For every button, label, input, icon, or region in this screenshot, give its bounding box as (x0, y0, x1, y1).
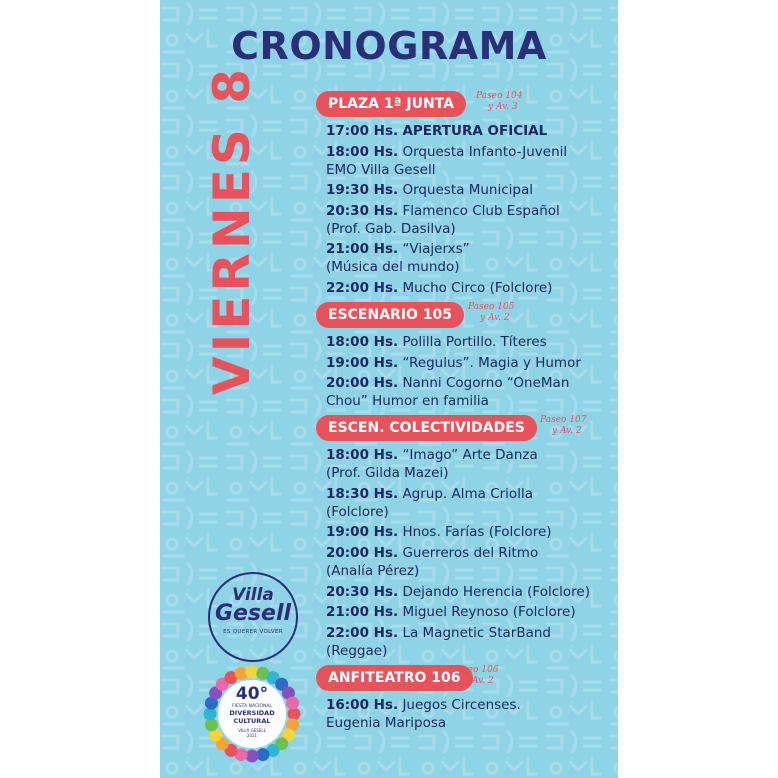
event-detail: (Analía Pérez) (326, 562, 420, 579)
event-title: Dejando Herencia (Folclore) (402, 583, 590, 600)
villa-gesell-logo (208, 572, 298, 662)
festival-badge (202, 664, 302, 764)
event-title: Juegos Circenses. (402, 696, 521, 713)
event-time: 21:00 Hs. (326, 241, 399, 258)
schedule-item (326, 446, 616, 482)
event-title: La Magnetic StarBand (402, 624, 551, 641)
venue-name-pill: ANFITEATRO 106 (316, 665, 473, 691)
event-time: 21:00 Hs. (326, 604, 399, 621)
logo-line-2: Gesell (214, 601, 292, 626)
logo-line-1: Villa (232, 585, 274, 605)
schedule-item (326, 523, 616, 541)
schedule-item (326, 279, 616, 297)
event-time: 16:00 Hs. (326, 696, 399, 713)
event-detail: Chou” Humor en familia (326, 393, 489, 410)
schedule-item (326, 240, 616, 276)
schedule-item (326, 122, 616, 140)
schedule-item (326, 485, 616, 521)
venue-address (540, 415, 586, 437)
event-time: 18:00 Hs. (326, 333, 399, 350)
schedule-item (326, 374, 616, 410)
event-time: 22:00 Hs. (326, 279, 399, 296)
event-time: 20:30 Hs. (326, 202, 399, 219)
event-time: 20:30 Hs. (326, 583, 399, 600)
badge-line-5: 2021 (246, 733, 258, 738)
schedule-item (326, 624, 616, 660)
event-title: Agrup. Alma Criolla (402, 485, 533, 502)
venue-address-line: Paseo 107 (540, 415, 587, 426)
event-title: Hnos. Farías (Folclore) (402, 524, 552, 541)
event-detail: (Prof. Gab. Dasilva) (326, 220, 456, 237)
page-title: CRONOGRAMA (231, 24, 547, 68)
venue-address-line: y Av. 2 (480, 312, 510, 323)
venue-address-line: y Av. 2 (552, 426, 582, 437)
venue-header (316, 302, 616, 330)
event-title: Orquesta Infanto-Juvenil (402, 143, 568, 160)
event-time: 19:00 Hs. (326, 354, 399, 371)
schedule-item (326, 333, 616, 351)
badge-line-3: CULTURAL (233, 717, 271, 725)
venue-address (452, 665, 498, 687)
event-detail: EMO Villa Gesell (326, 161, 436, 178)
event-time: 19:00 Hs. (326, 524, 399, 541)
event-title: Orquesta Municipal (402, 182, 533, 199)
event-title: “Regulus”. Magia y Humor (402, 354, 581, 371)
event-time: 20:00 Hs. (326, 544, 399, 561)
venue-name-pill: PLAZA 1ª JUNTA (316, 91, 466, 117)
event-title: APERTURA OFICIAL (402, 123, 548, 139)
venue-address-line: y Av. 2 (464, 675, 494, 686)
badge-line-1: FIESTA NACIONAL (232, 704, 272, 709)
event-time: 18:30 Hs. (326, 485, 399, 502)
event-time: 17:00 Hs. (326, 123, 399, 139)
badge-number: 40° (235, 684, 269, 704)
event-detail: (Folclore) (326, 503, 389, 520)
event-title: Mucho Circo (Folclore) (402, 279, 553, 296)
badge-line-2: DIVERSIDAD (229, 709, 275, 717)
schedule-item (326, 544, 616, 580)
venue-address-line: Paseo 104 (476, 91, 523, 101)
day-heading: VIERNES 8 (203, 64, 261, 396)
logo-tagline: ES QUERER VOLVER (223, 629, 283, 635)
event-time: 18:00 Hs. (326, 447, 399, 464)
venue-address (476, 91, 522, 113)
event-title: “Viajerxs” (402, 241, 470, 258)
badge-ring-dot (286, 697, 299, 710)
schedule-item (326, 143, 616, 179)
event-title: Miguel Reynoso (Folclore) (402, 604, 576, 621)
schedule-list (316, 91, 616, 737)
venue-header (316, 91, 616, 119)
event-title: “Imago” Arte Danza (402, 447, 538, 464)
schedule-item (326, 202, 616, 238)
event-detail: Eugenia Mariposa (326, 714, 447, 731)
venue-address-line: y Av. 3 (488, 102, 518, 112)
event-title: Polilla Portillo. Títeres (402, 333, 547, 350)
event-title: Flamenco Club Español (402, 202, 560, 219)
venue-address (468, 302, 514, 324)
event-detail: (Música del mundo) (326, 259, 460, 276)
schedule-item (326, 603, 616, 621)
venue-name-pill: ESCEN. COLECTIVIDADES (316, 415, 537, 441)
event-title: Guerreros del Ritmo (402, 544, 539, 561)
schedule-item (326, 583, 616, 601)
event-detail: (Reggae) (326, 642, 388, 659)
venue-address-line: Paseo 106 (452, 664, 499, 675)
venue-header (316, 415, 616, 443)
event-detail: (Prof. Gilda Mazei) (326, 465, 449, 482)
venue-header (316, 665, 616, 693)
venue-address-line: Paseo 105 (468, 301, 515, 312)
schedule-item (326, 181, 616, 199)
event-time: 22:00 Hs. (326, 624, 399, 641)
schedule-item (326, 354, 616, 372)
badge-line-4: VILLA GESELL (238, 728, 266, 733)
event-time: 19:30 Hs. (326, 182, 399, 199)
venue-name-pill: ESCENARIO 105 (316, 302, 464, 328)
event-time: 18:00 Hs. (326, 143, 399, 160)
event-time: 20:00 Hs. (326, 375, 399, 392)
event-title: Nanni Cogorno “OneMan (402, 375, 570, 392)
schedule-item (326, 696, 616, 732)
event-poster (160, 0, 618, 778)
